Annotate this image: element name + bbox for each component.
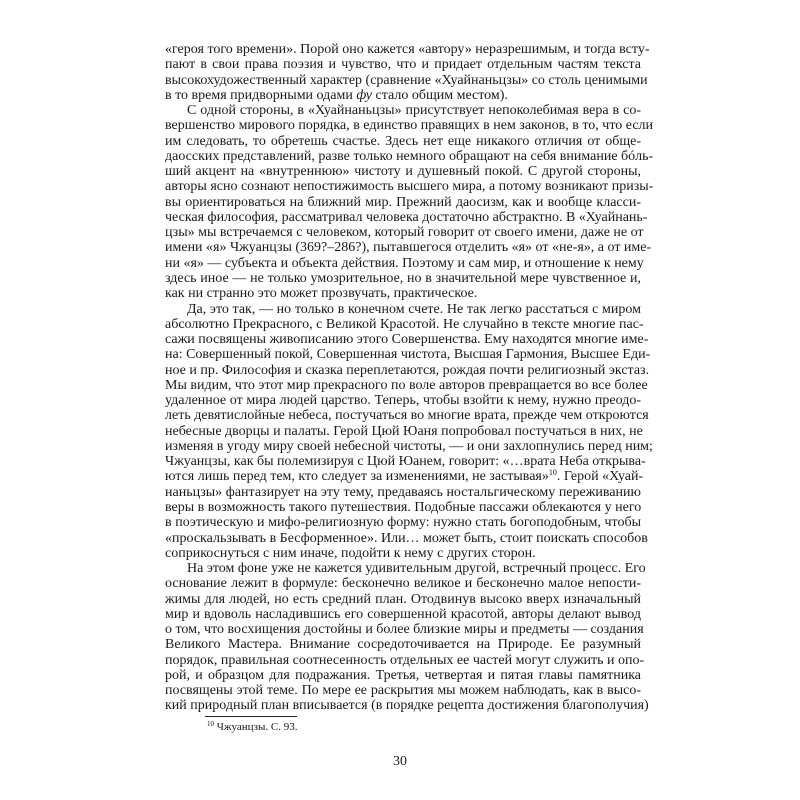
text-line: высокохудожественный характер (сравнение «Хуайнаньцзы» со столь ценимыми (165, 72, 648, 88)
text-line: кий природный план вписывается (в порядке рецепта достижения благополучия) (165, 698, 649, 714)
text-line: соприкоснуться с ним иначе, подойти к нему с других сторон. (165, 545, 536, 561)
text-line: вы ориентироваться на ближний мир. Прежний даосизм, как и вообще класси- (165, 194, 641, 210)
footnote-text: Чжуанцзы. С. 93. (214, 721, 298, 733)
text-line: порядок, правильная соотнесенность отдельных ее частей могут служить и опо- (165, 652, 645, 668)
text-line: рой, и образцом для подражания. Третья, четвертая и пятая главы памятника (165, 667, 641, 683)
text-line: имени «я» Чжуанцзы (369?–286?), пытавшегося отделить «я» от «не-я», а от име- (165, 240, 652, 256)
text-line: ший акцент на «внутреннюю» чистоту и душевный покой. С другой стороны, (165, 164, 641, 180)
text-line: леть девятислойные небеса, постучаться во многие врата, прежде чем откроются (165, 408, 649, 424)
text-line: «проскальзывать в Бесформенное». Или… может быть, стоит поискать способов (165, 530, 648, 546)
text-line: веры в возможность такого путешествия. Подобные пассажи облекаются у него (165, 499, 642, 515)
text-line: ное и пр. Философия и сказка переплетаются, рождая почти религиозный экстаз. (165, 362, 650, 378)
text-line: На этом фоне уже не кажется удивительным другой, встречный процесс. Его (187, 561, 646, 577)
italic-term: фу (356, 87, 373, 103)
footnote (207, 721, 297, 733)
footnote-divider (205, 716, 297, 717)
text-line: авторы ясно сознают непостижимость высшего мира, а потому возникают призы- (165, 179, 654, 195)
text-line: Мы видим, что этот мир прекрасного по воле авторов превращается во все более (165, 377, 648, 393)
paragraph (165, 301, 653, 562)
text-line: жимы для людей, но есть средний план. Отодвинув высоко вверх изначальный (165, 591, 641, 607)
footnote-reference: 10 (548, 468, 557, 478)
text-line: вершенство мирового порядка, в единство правящих в нем законов, в то, что если (165, 118, 654, 134)
paragraph (165, 103, 654, 302)
text-line: цзы» мы встречаемся с человеком, который говорит от своего имени, даже не от (165, 225, 644, 241)
text-line: здесь иное — не только умозрительное, но в значительной мере чувственное и, (165, 270, 641, 286)
text-line: Великого Мастера. Внимание сосредоточивается на Природе. Ее разумный (165, 637, 641, 653)
text-line: ни «я» — субъекта и объекта действия. Поэтому и сам мир, и отношение к нему (165, 255, 644, 271)
text-line: даосских представлений, разве только немного обращают на себя внимание бóль- (165, 148, 654, 164)
text-line: им следовать, то обретешь счастье. Здесь нет еще никакого отличия от обще- (165, 133, 641, 149)
text-line: основание лежит в формуле: бесконечно великое и бесконечно малое непости- (165, 576, 641, 592)
text-line: изменяя в угоду миру своей небесной чистоты, — и они захлопнулись перед ним; (165, 438, 653, 454)
page-number: 30 (393, 754, 407, 769)
text-line: в поэтическую и мифо-религиозную форму: нужно стать богоподобным, чтобы (165, 515, 641, 531)
footnote-marker: 10 (207, 720, 214, 728)
text-line: Чжуанцзы, как бы полемизируя с Цюй Юанем, говорит: «…врата Неба открыва- (165, 454, 646, 470)
text-line: посвящены этой теме. По мере ее раскрытия мы можем наблюдать, как в высо- (165, 683, 641, 699)
text-line: наньцзы» фантазирует на эту тему, предаваясь ностальгическому переживанию (165, 484, 641, 500)
text-line (165, 468, 644, 485)
text-line: удаленное от мира людей царство. Теперь, чтобы взойти к нему, нужно преодо- (165, 393, 641, 409)
text-line (165, 88, 641, 103)
text-segment: в то время придворными одами (165, 87, 357, 103)
text-line: мир и вдоволь насладившись его совершенной красотой, авторы делают вывод (165, 606, 641, 622)
paragraph (165, 42, 650, 103)
text-line: о том, что восхищения достойны и более близкие миры и предметы — создания (165, 622, 644, 638)
text-segment: ются лишь перед тем, кто следует за изменениями, не застывая» (165, 469, 549, 485)
text-line: пают в свои права поэзия и чувство, что и придает отдельным частям текста (165, 57, 641, 73)
body-text (165, 42, 654, 714)
text-line: небесные дворцы и палаты. Герой Цюй Юаня попробовал постучаться в них, не (165, 423, 643, 439)
text-line: «героя того времени». Порой оно кажется «автору» неразрешимым, и тогда всту- (165, 42, 650, 57)
paragraph (165, 561, 649, 714)
text-line: Да, это так, — но только в конечном счете. Не так легко расстаться с миром (187, 301, 641, 317)
text-line: как ни странно это может прозвучать, практическое. (165, 286, 478, 302)
text-line: С одной стороны, в «Хуайнаньцзы» присутствует непоколебимая вера в со- (187, 103, 641, 119)
text-line: абсолютно Прекрасного, с Великой Красотой. Не случайно в тексте многие пас- (165, 316, 644, 332)
text-line: на: Совершенный покой, Совершенная чистота, Высшая Гармония, Высшее Еди- (165, 347, 651, 363)
text-line: сажи посвящены живописанию этого Совершенства. Ему находятся многие име- (165, 332, 649, 348)
text-line: ческая философия, рассматривал человека достаточно абстрактно. В «Хуайнань- (165, 209, 648, 225)
text-segment: стало общим местом). (372, 87, 508, 103)
text-segment: . Герой «Хуай- (556, 469, 644, 485)
